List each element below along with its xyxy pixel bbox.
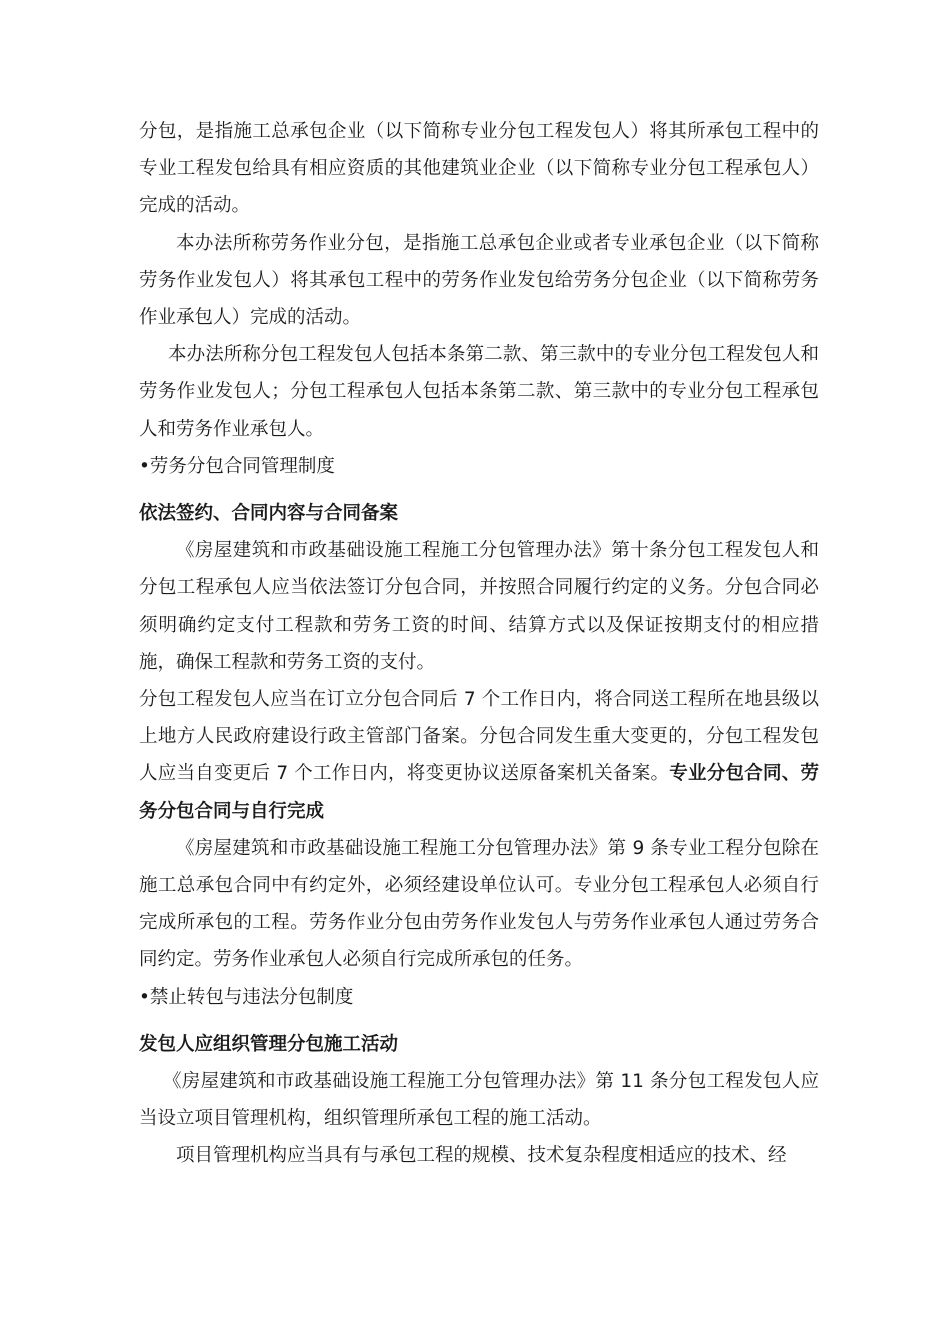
heading-organize-management: 发包人应组织管理分包施工活动 <box>139 1033 399 1055</box>
document-page <box>139 113 819 1175</box>
paragraph-labor-subcontract: 本办法所称劳务作业分包，是指施工总承包企业或者专业承包企业（以下简称劳务作业发包人）将其承包工程中的劳务作业发包给劳务分包企业（以下简称劳务作业承包人）完成的活动。 <box>139 232 819 329</box>
paragraph-project-management: 项目管理机构应当具有与承包工程的规模、技术复杂程度相适应的技术、经 <box>176 1145 787 1167</box>
paragraph-article-11: 《房屋建筑和市政基础设施工程施工分包管理办法》第 11 条分包工程发包人应当设立项目管理机构，组织管理所承包工程的施工活动。 <box>139 1071 819 1130</box>
heading-self-completion: 专业分包合同、劳务分包合同与自行完成 <box>139 763 819 822</box>
paragraph-subcontract-parties: 本办法所称分包工程发包人包括本条第二款、第三款中的专业分包工程发包人和劳务作业发包人；分包工程承包人包括本条第二款、第三款中的专业分包工程承包人和劳务作业承包人。 <box>139 344 819 440</box>
heading-contract-signing: 依法签约、合同内容与合同备案 <box>139 503 399 525</box>
bullet-no-illegal-subcontract: •禁止转包与违法分包制度 <box>139 986 354 1008</box>
bullet-labor-contract-management: •劳务分包合同管理制度 <box>139 455 335 477</box>
paragraph-article-10: 《房屋建筑和市政基础设施工程施工分包管理办法》第十条分包工程发包人和分包工程承包人应当依法签订分包合同，并按照合同履行约定的义务。分包合同必须明确约定支付工程款和劳务工资的时间、结算方式以及保证按期支付的相应措施，确保工程款和劳务工资的支付。 <box>139 540 819 673</box>
paragraph-professional-subcontract: 分包，是指施工总承包企业（以下简称专业分包工程发包人）将其所承包工程中的专业工程发包给具有相应资质的其他建筑业企业（以下简称专业分包工程承包人）完成的活动。 <box>139 121 819 217</box>
contract-filing-text: 分包工程发包人应当在订立分包合同后 7 个工作日内，将合同送工程所在地县级以上地方人民政府建设行政主管部门备案。分包合同发生重大变更的，分包工程发包人应当自变更后 7 个工作日内，将变更协议送原备案机关备案。 <box>139 689 819 785</box>
paragraph-contract-filing <box>139 681 819 830</box>
paragraph-article-9: 《房屋建筑和市政基础设施工程施工分包管理办法》第 9 条专业工程分包除在施工总承包合同中有约定外，必须经建设单位认可。专业分包工程承包人必须自行完成所承包的工程。劳务作业分包由劳务作业发包人与劳务作业承包人通过劳务合同约定。劳务作业承包人必须自行完成所承包的任务。 <box>139 837 819 971</box>
